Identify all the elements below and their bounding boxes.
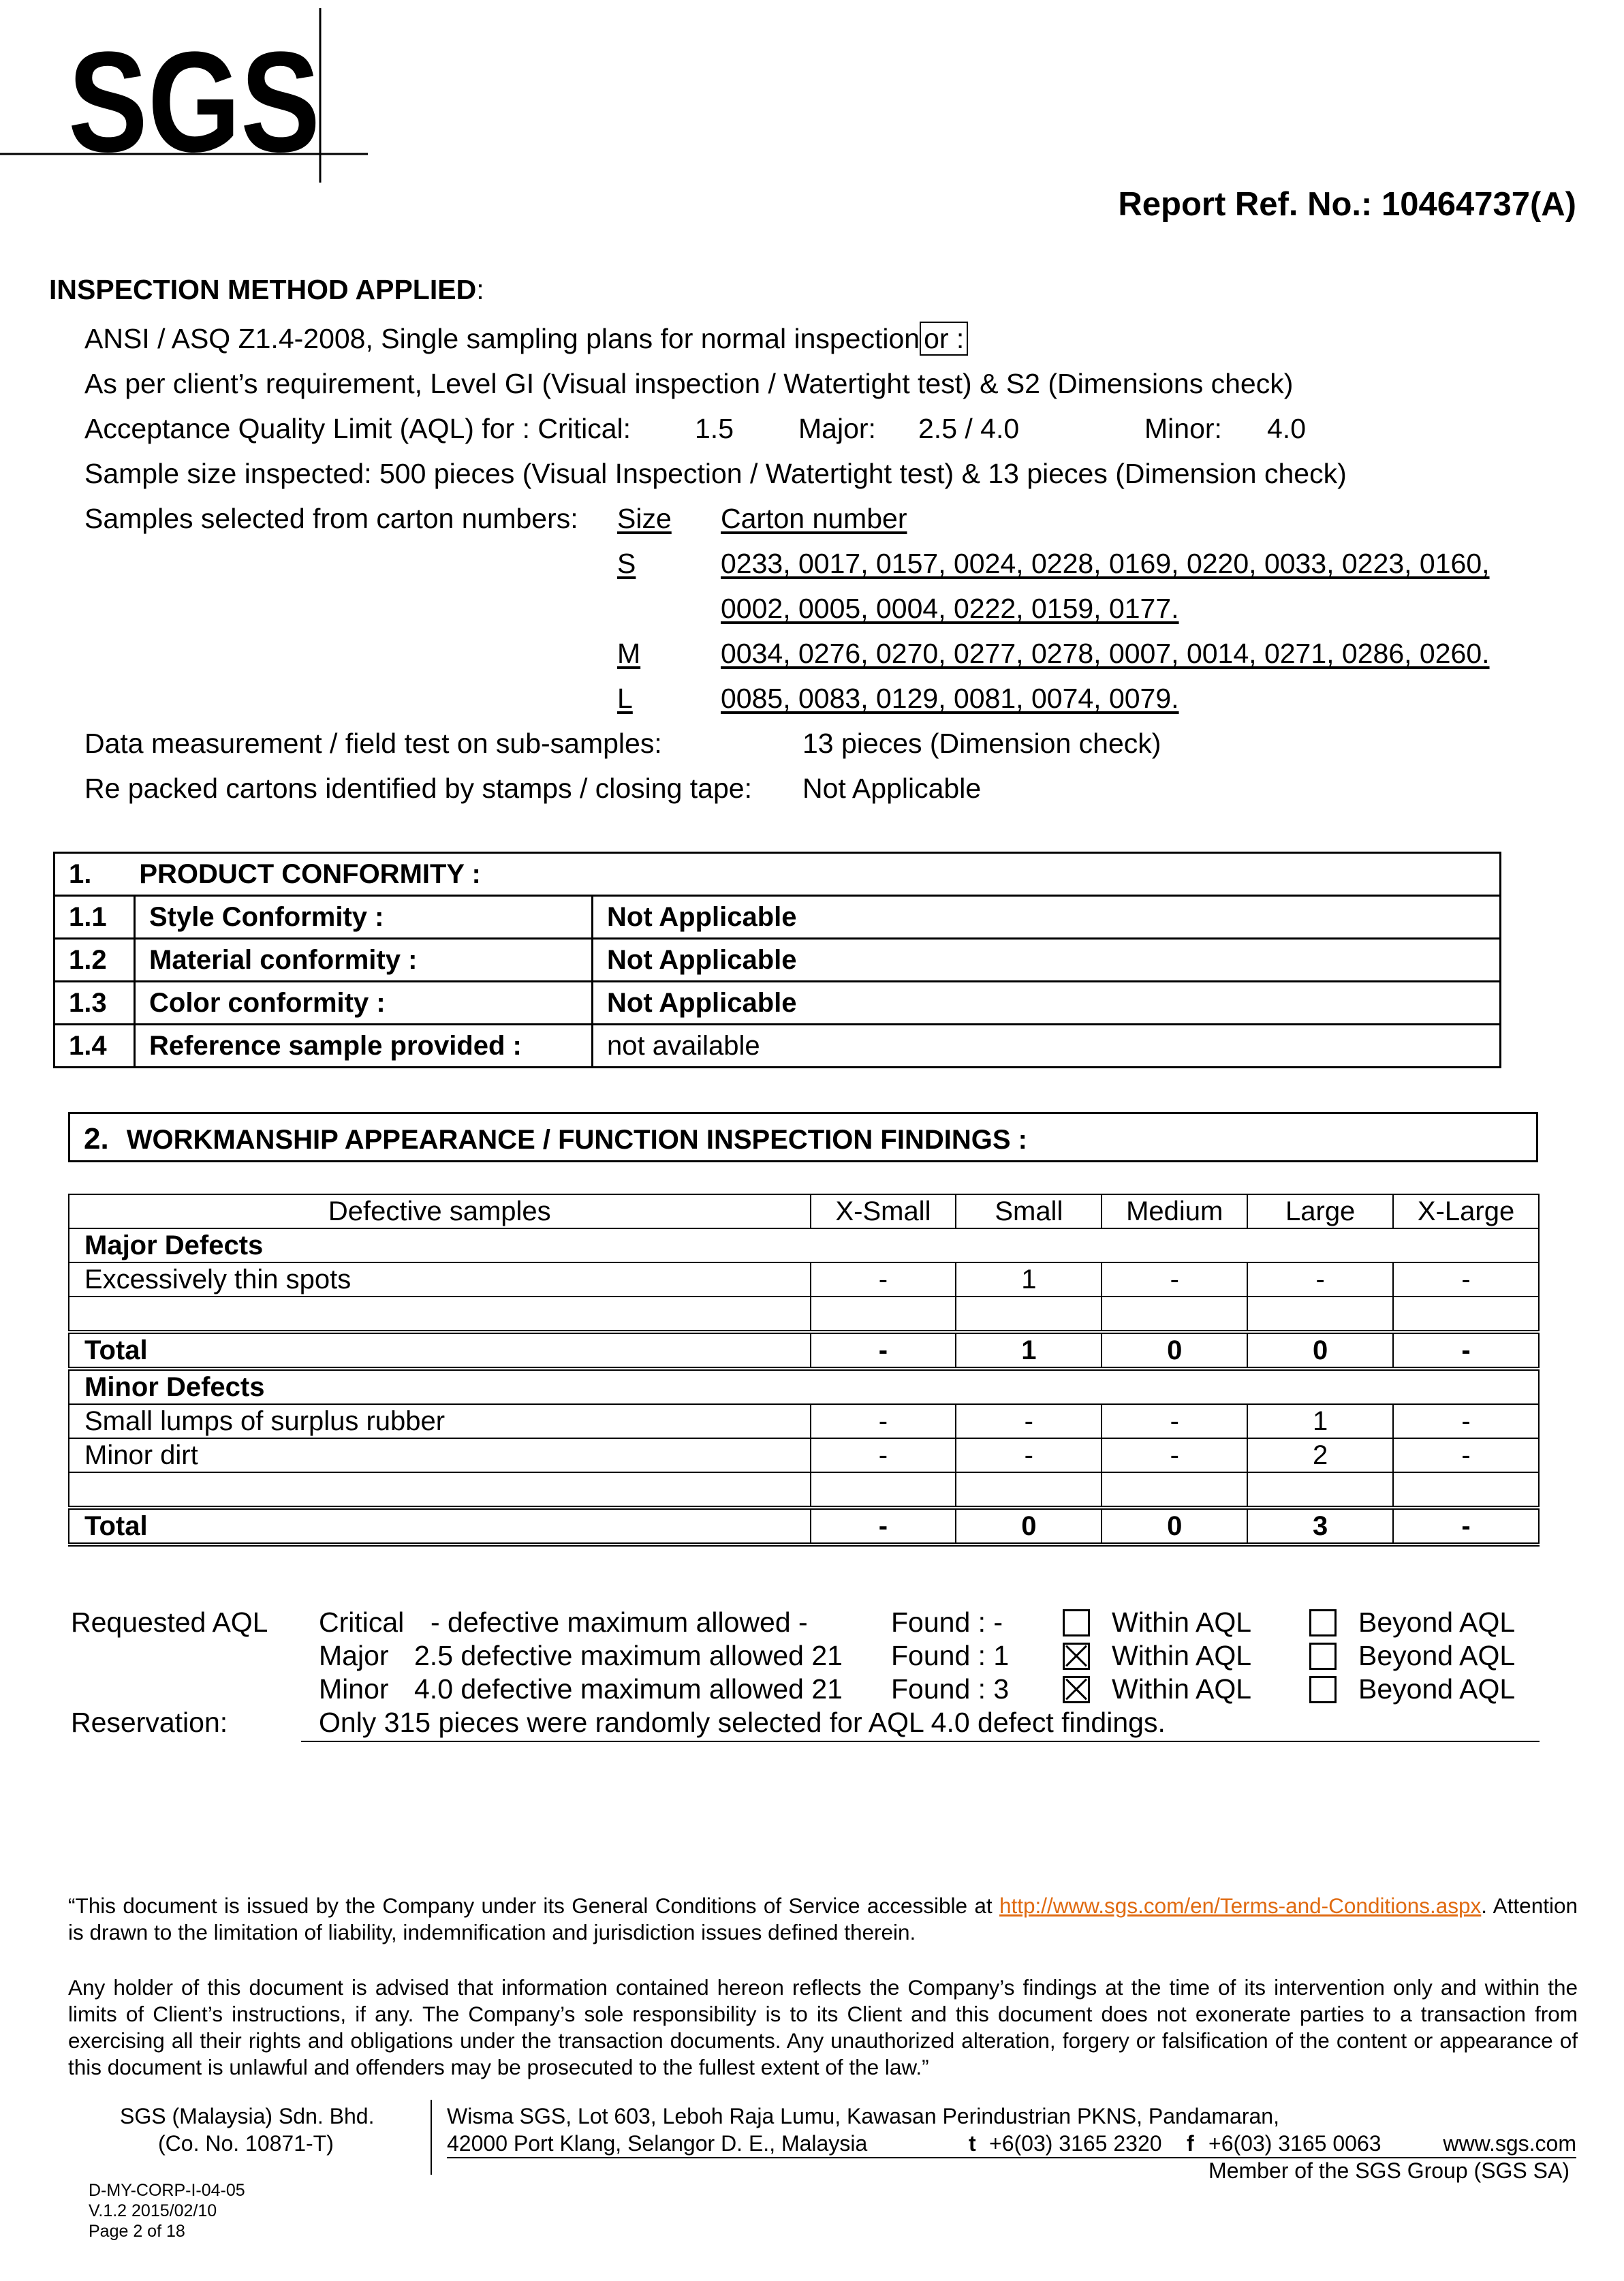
within-aql-label: Within AQL	[1112, 1607, 1252, 1638]
disclaimer-paragraph-1	[68, 1893, 1578, 1946]
conformity-row-num: 1.3	[54, 982, 135, 1025]
column-header: X-Small	[811, 1194, 956, 1228]
conformity-row-label: Style Conformity :	[135, 896, 593, 939]
conformity-header-row	[54, 853, 1501, 896]
footer-website[interactable]: www.sgs.com	[1443, 2131, 1576, 2156]
total-label: Total	[69, 1508, 811, 1545]
aql-desc: - defective maximum allowed -	[431, 1607, 808, 1638]
method-heading-text: INSPECTION METHOD APPLIED	[49, 274, 477, 305]
beyond-aql-checkbox[interactable]	[1309, 1643, 1337, 1670]
within-aql-checkbox-checked[interactable]	[1063, 1643, 1090, 1670]
standard-or-box: or :	[920, 322, 968, 356]
aql-found: Found : 1	[891, 1640, 1010, 1671]
carton-numbers: 0085, 0083, 0129, 0081, 0074, 0079.	[721, 683, 1179, 714]
defect-count: -	[956, 1404, 1102, 1438]
data-measurement-value: 13 pieces (Dimension check)	[802, 728, 1161, 759]
footer-address-2: 42000 Port Klang, Selangor D. E., Malaysia	[447, 2131, 868, 2156]
conformity-row-value: Not Applicable	[593, 939, 1501, 982]
empty-cell	[1102, 1472, 1247, 1508]
reservation-underline	[301, 1741, 1540, 1742]
defect-count: 1	[956, 1262, 1102, 1297]
footer-fax: +6(03) 3165 0063	[1208, 2131, 1381, 2156]
empty-cell	[1393, 1472, 1539, 1508]
conformity-row-label: Reference sample provided :	[135, 1025, 593, 1068]
defects-header-row	[69, 1194, 1539, 1228]
minor-defects-heading: Minor Defects	[69, 1369, 1539, 1404]
conformity-num: 1.	[69, 858, 92, 889]
conformity-row	[54, 982, 1501, 1025]
defect-count: -	[1102, 1262, 1247, 1297]
terms-link[interactable]: http://www.sgs.com/en/Terms-and-Conditions.aspx	[999, 1893, 1482, 1918]
doc-version: V.1.2 2015/02/10	[89, 2201, 217, 2220]
footer-divider	[431, 2100, 432, 2175]
total-value: -	[1393, 1508, 1539, 1545]
disclaimer-text: . Attention is drawn to the limitation of liability, indemnification and jurisdiction issues defined therein.	[68, 1893, 1578, 1944]
method-heading	[49, 274, 484, 306]
footer-member: Member of the SGS Group (SGS SA)	[1208, 2158, 1570, 2183]
workmanship-header	[68, 1112, 1538, 1162]
beyond-aql-label: Beyond AQL	[1358, 1640, 1516, 1671]
empty-cell	[69, 1297, 811, 1332]
conformity-row-value: Not Applicable	[593, 896, 1501, 939]
defect-count: -	[1247, 1262, 1393, 1297]
conformity-row-num: 1.4	[54, 1025, 135, 1068]
defect-count: 2	[1247, 1438, 1393, 1472]
defect-count: -	[1393, 1262, 1539, 1297]
carton-size: L	[617, 683, 633, 714]
footer-company: SGS (Malaysia) Sdn. Bhd.	[120, 2104, 375, 2128]
major-defects-heading: Major Defects	[69, 1228, 1539, 1262]
within-aql-checkbox[interactable]	[1063, 1609, 1090, 1636]
carton-numbers: 0034, 0276, 0270, 0277, 0278, 0007, 0014, 0271, 0286, 0260.	[721, 638, 1490, 669]
aql-label: Acceptance Quality Limit (AQL) for : Critical:	[84, 413, 631, 444]
table-row	[69, 1404, 1539, 1438]
minor-total-row	[69, 1508, 1539, 1545]
conformity-header	[54, 853, 1501, 896]
column-header: Large	[1247, 1194, 1393, 1228]
carton-numbers: 0233, 0017, 0157, 0024, 0228, 0169, 0220, 0033, 0223, 0160,	[721, 548, 1490, 579]
total-label: Total	[69, 1332, 811, 1369]
defect-count: -	[1393, 1404, 1539, 1438]
total-value: 0	[1102, 1508, 1247, 1545]
conformity-row-num: 1.1	[54, 896, 135, 939]
defect-count: -	[956, 1438, 1102, 1472]
table-row	[69, 1262, 1539, 1297]
defect-count: 1	[1247, 1404, 1393, 1438]
column-header: Medium	[1102, 1194, 1247, 1228]
samples-label: Samples selected from carton numbers:	[84, 503, 578, 534]
empty-cell	[956, 1472, 1102, 1508]
aql-major-label: Major:	[798, 413, 876, 444]
disclaimer-paragraph-2: Any holder of this document is advised that information contained hereon reflects the Company’s findings at the time of its intervention only and within the limits of Client’s instructions, if any. The Company’s sole responsibility is to its Client and this document does not exonerate parties to a transaction from exercising all their rights and obligations under the transaction documents. Any unauthorized alteration, forgery or falsification of the content or appearance of this document is unlawful and offenders may be prosecuted to the fullest extent of the law.”	[68, 1975, 1578, 2079]
standard-line	[84, 323, 968, 355]
aql-minor-value: 4.0	[1267, 413, 1306, 444]
data-measurement-label: Data measurement / field test on sub-samples:	[84, 728, 662, 759]
total-value: -	[811, 1508, 956, 1545]
major-total-row	[69, 1332, 1539, 1369]
defect-count: -	[811, 1438, 956, 1472]
empty-cell	[956, 1297, 1102, 1332]
within-aql-label: Within AQL	[1112, 1640, 1252, 1671]
conformity-row-label: Color conformity :	[135, 982, 593, 1025]
beyond-aql-checkbox[interactable]	[1309, 1676, 1337, 1703]
conformity-row-num: 1.2	[54, 939, 135, 982]
conformity-row	[54, 939, 1501, 982]
standard-text: ANSI / ASQ Z1.4-2008, Single sampling plans for normal inspection	[84, 323, 920, 354]
total-value: 0	[1247, 1332, 1393, 1369]
disclaimer-text: “This document is issued by the Company under its General Conditions of Service accessible at	[68, 1893, 999, 1918]
empty-cell	[811, 1297, 956, 1332]
defect-label: Excessively thin spots	[69, 1262, 811, 1297]
product-conformity-table	[53, 852, 1501, 1068]
table-row	[69, 1438, 1539, 1472]
within-aql-label: Within AQL	[1112, 1673, 1252, 1705]
repacked-label: Re packed cartons identified by stamps / closing tape:	[84, 773, 752, 804]
empty-row	[69, 1297, 1539, 1332]
footer-address-line-2	[447, 2131, 1576, 2158]
conformity-row-value: not available	[593, 1025, 1501, 1068]
defect-label: Small lumps of surplus rubber	[69, 1404, 811, 1438]
workmanship-title: WORKMANSHIP APPEARANCE / FUNCTION INSPECTION FINDINGS :	[126, 1125, 1027, 1155]
total-value: 1	[956, 1332, 1102, 1369]
column-header: Small	[956, 1194, 1102, 1228]
total-value: 0	[1102, 1332, 1247, 1369]
defect-count: -	[811, 1404, 956, 1438]
empty-cell	[811, 1472, 956, 1508]
defect-count: -	[811, 1262, 956, 1297]
conformity-row	[54, 896, 1501, 939]
conformity-row-label: Material conformity :	[135, 939, 593, 982]
aql-minor-label: Minor:	[1144, 413, 1222, 444]
footer-tel: +6(03) 3165 2320	[989, 2131, 1162, 2156]
conformity-row	[54, 1025, 1501, 1068]
empty-cell	[69, 1472, 811, 1508]
total-value: 0	[956, 1508, 1102, 1545]
column-header: Defective samples	[69, 1194, 811, 1228]
empty-cell	[1102, 1297, 1247, 1332]
aql-found: Found : 3	[891, 1673, 1010, 1705]
defect-count: -	[1393, 1438, 1539, 1472]
major-heading-row	[69, 1228, 1539, 1262]
conformity-title: PRODUCT CONFORMITY :	[139, 858, 481, 889]
empty-cell	[1247, 1472, 1393, 1508]
page-number: Page 2 of 18	[89, 2222, 185, 2241]
conformity-row-value: Not Applicable	[593, 982, 1501, 1025]
carton-numbers: 0002, 0005, 0004, 0222, 0159, 0177.	[721, 593, 1179, 624]
aql-major-value: 2.5 / 4.0	[918, 413, 1020, 444]
beyond-aql-label: Beyond AQL	[1358, 1607, 1516, 1638]
aql-level: Minor	[319, 1673, 389, 1705]
aql-level: Critical	[319, 1607, 405, 1638]
footer-tel-label: t	[969, 2131, 976, 2156]
requested-aql-label: Requested AQL	[71, 1607, 268, 1638]
beyond-aql-label: Beyond AQL	[1358, 1673, 1516, 1705]
aql-desc: 2.5 defective maximum allowed 21	[414, 1640, 843, 1671]
footer-address-1: Wisma SGS, Lot 603, Leboh Raja Lumu, Kawasan Perindustrian PKNS, Pandamaran,	[447, 2104, 1279, 2128]
size-header: Size	[617, 503, 672, 534]
reservation-label: Reservation:	[71, 1707, 228, 1738]
defects-table	[68, 1194, 1540, 1547]
empty-cell	[1393, 1297, 1539, 1332]
doc-code: D-MY-CORP-I-04-05	[89, 2181, 245, 2200]
sgs-logo	[0, 0, 368, 184]
sample-size: Sample size inspected: 500 pieces (Visual Inspection / Watertight test) & 13 pieces (Dimension check)	[84, 458, 1347, 489]
defect-count: -	[1102, 1404, 1247, 1438]
within-aql-checkbox-checked[interactable]	[1063, 1676, 1090, 1703]
column-header: X-Large	[1393, 1194, 1539, 1228]
aql-level: Major	[319, 1640, 389, 1671]
workmanship-num: 2.	[84, 1122, 109, 1155]
reservation-text: Only 315 pieces were randomly selected for AQL 4.0 defect findings.	[319, 1707, 1166, 1738]
defect-count: -	[1102, 1438, 1247, 1472]
total-value: -	[1393, 1332, 1539, 1369]
method-heading-colon: :	[476, 274, 484, 305]
empty-row	[69, 1472, 1539, 1508]
footer-company-no: (Co. No. 10871-T)	[158, 2131, 334, 2156]
sgs-logo-text: SGS	[68, 22, 320, 182]
aql-found: Found : -	[891, 1607, 1003, 1638]
client-requirement: As per client’s requirement, Level GI (Visual inspection / Watertight test) & S2 (Dimensions check)	[84, 368, 1294, 399]
total-value: 3	[1247, 1508, 1393, 1545]
carton-size: M	[617, 638, 641, 669]
repacked-value: Not Applicable	[802, 773, 982, 804]
aql-desc: 4.0 defective maximum allowed 21	[414, 1673, 843, 1705]
total-value: -	[811, 1332, 956, 1369]
empty-cell	[1247, 1297, 1393, 1332]
defect-label: Minor dirt	[69, 1438, 811, 1472]
beyond-aql-checkbox[interactable]	[1309, 1609, 1337, 1636]
minor-heading-row	[69, 1369, 1539, 1404]
carton-header: Carton number	[721, 503, 907, 534]
carton-size: S	[617, 548, 636, 579]
report-ref: Report Ref. No.: 10464737(A)	[1118, 186, 1576, 223]
footer-fax-label: f	[1187, 2131, 1194, 2156]
aql-critical-value: 1.5	[695, 413, 734, 444]
